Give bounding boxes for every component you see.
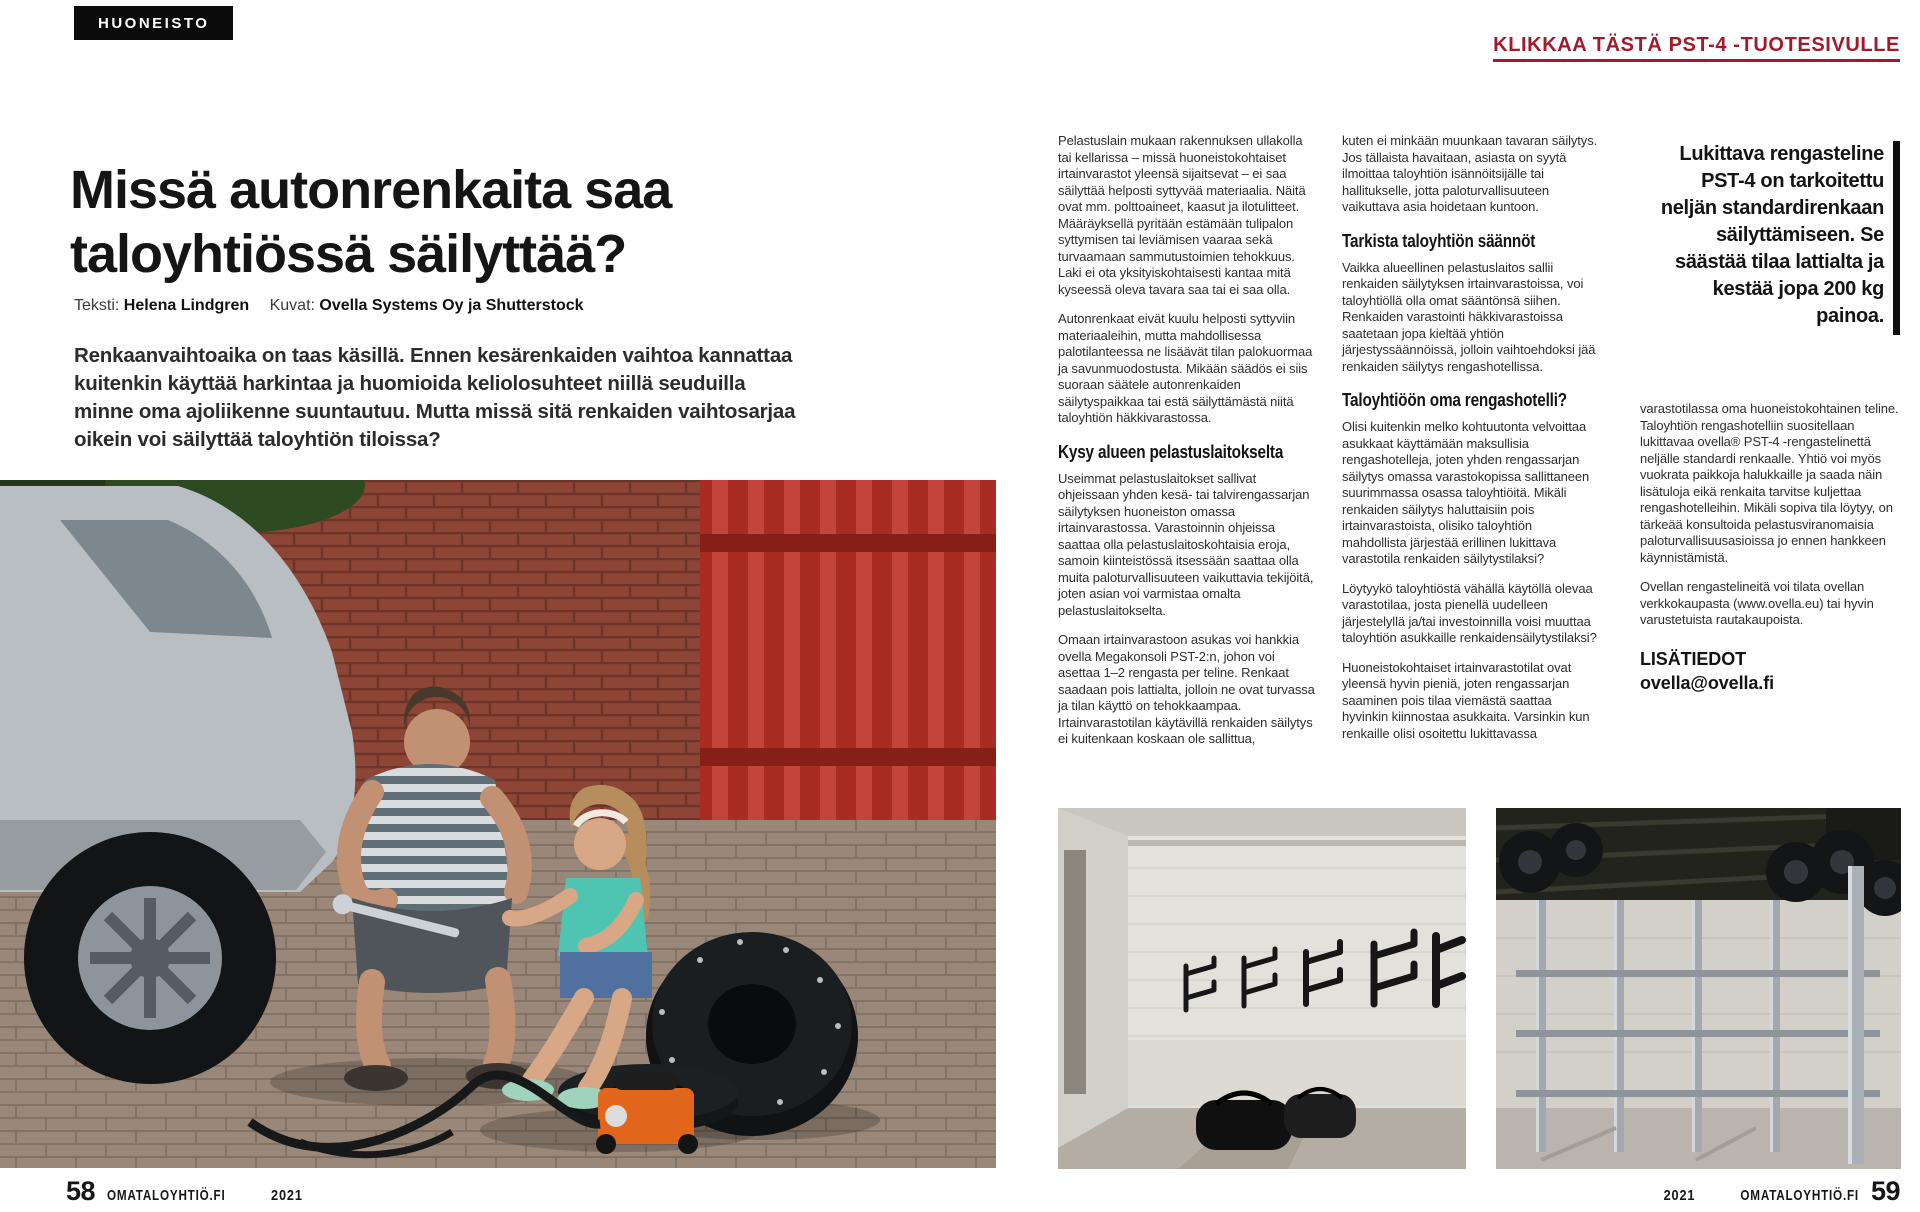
body-paragraph: Huoneistokohtaiset irtainvarastotilat ovat yleensä hyvin pieniä, joten rengassarjan saaminen pois tilaa viemästä saattaa hyvinkin kiinnostaa asukkaita. Varsinkin kun renkaille olisi osoitettu lukittavassa	[1342, 659, 1590, 741]
page-number: 58	[66, 1176, 96, 1206]
byline	[74, 297, 584, 315]
article-column-3-body	[1640, 401, 1900, 629]
byline-photographer: Ovella Systems Oy ja Shutterstock	[319, 297, 584, 314]
byline-teksti-label: Teksti:	[74, 297, 120, 314]
tire-rack-illustration	[1496, 808, 1901, 1169]
byline-kuvat-label: Kuvat:	[269, 297, 315, 314]
body-paragraph: Ovellan rengastelineitä voi tilata ovellan verkkokaupasta (www.ovella.eu) tai hyvin varustetuista rautakaupoista.	[1640, 579, 1874, 627]
footer-right	[1658, 1176, 1900, 1207]
magazine-brand: OMATALOYHTIÖ.FI	[1740, 1187, 1859, 1204]
magazine-brand: OMATALOYHTIÖ.FI	[107, 1187, 226, 1204]
pull-quote: Lukittava rengasteline PST-4 on tarkoitettu neljän standardirenkaan säilyttämiseen. Se säästää tilaa lattialta ja kestää jopa 200 kg painoa.	[1660, 143, 1884, 327]
section-heading: Tarkista taloyhtiön säännöt	[1342, 230, 1536, 251]
page-number: 59	[1870, 1176, 1900, 1206]
section-badge: HUONEISTO	[74, 6, 233, 40]
byline-author: Helena Lindgren	[123, 297, 250, 314]
pull-quote-bar	[1893, 141, 1900, 335]
body-paragraph: Autonrenkaat eivät kuulu helposti syttyviin materiaaleihin, mutta mahdollisessa palotilanteessa ne lisäävät tilan palokuormaa ja savunmuodostusta. Mikään säädös ei siis suoraan säätele autonrenkaiden säilytyspaikkaa tai estä säilyttämästä niitä taloyhtiön häkkivarastossa.	[1058, 311, 1313, 425]
body-paragraph: varastotilassa oma huoneistokohtainen teline. Taloyhtiön rengashotelliin suositellaan lukittavaa ovella® PST-4 -rengastelinettä neljälle standardi renkaalle. Yhtiö voi myös vuokrata paikkoja halukkaille ja saada näin lisätuloja eikä renkaita tarvitse kuljettaa rengashotelleihin. Mikäli sopiva tila löytyy, on tärkeää konsultoida pelastusviranomaisia paloturvallisuusasioissa jo ennen hankkeen käynnistämistä.	[1640, 401, 1899, 565]
footer-year: 2021	[270, 1187, 303, 1204]
body-paragraph: Omaan irtainvarastoon asukas voi hankkia ovella Megakonsoli PST-2:n, johon voi asettaa 1–2 rengasta per teline. Renkaat saadaan pois lattialta, jolloin ne ovat turvassa ja tilan käyttö on tehokkaampaa. Irtainvarastotilan käytävillä renkaiden säilytys ei kuitenkaan koskaan ole sallittua,	[1058, 632, 1315, 746]
main-photo	[0, 480, 996, 1168]
contact-label: LISÄTIEDOT	[1640, 648, 1746, 669]
footer-year: 2021	[1663, 1187, 1696, 1204]
body-paragraph: kuten ei minkään muunkaan tavaran säilytys. Jos tällaista havaitaan, asiasta on syytä ilmoittaa taloyhtiön isännöitsijälle tai hallitukselle, jotta paloturvallisuuteen vaikuttava asia hoidetaan kuntoon.	[1342, 133, 1598, 214]
body-paragraph: Vaikka alueellinen pelastuslaitos sallii renkaiden säilytyksen irtainvarastoissa, voi taloyhtiöllä olla omat sääntönsä siihen. Renkaiden varastointi häkkivarastoissa saatetaan jopa kieltää yhtiön järjestyssäännöissä, jolloin vaihtoehdoksi jää renkaiden säilytys rengashotellissa.	[1342, 259, 1596, 374]
body-paragraph: Pelastuslain mukaan rakennuksen ullakolla tai kellarissa – missä huoneistokohtaiset irtainvarastot yleensä sijaitsevat – ei saa säilyttää helposti syttyvää materiaalia. Näitä ovat mm. polttoaineet, kaasut ja ilotulitteet. Määräyksellä pyritään estämään tulipalon syttymisen tai leviämisen vaaraa sekä turvaamaan sammutustoimien tehokkuus. Laki ei ota yksityiskohtaisesti kantaa mitä kyseessä oleva tavara saa tai ei saa olla.	[1058, 133, 1306, 297]
body-paragraph: Useimmat pelastuslaitokset sallivat ohjeissaan yhden kesä- tai talvirengassarjan säilytyksen huoneiston omassa irtainvarastossa. Varastoinnin ohjeissa saattaa olla pelastuslaitoskohtaisia eroja, samoin kiinteistössä itsessään saattaa olla muita paloturvallisuuteen vaikuttavia tekijöitä, joten asian voi varmistaa omalta pelastuslaitokselta.	[1058, 470, 1314, 618]
storage-room-illustration	[1058, 808, 1466, 1169]
product-page-link[interactable]: KLIKKAA TÄSTÄ PST-4 -TUOTESIVULLE	[1493, 34, 1900, 62]
body-paragraph: Löytyykö taloyhtiöstä vähällä käytöllä olevaa varastotilaa, josta pienellä uudelleen järjestelyllä ja/tai investoinnilla voisi muuttaa taloyhtiön asukkaille renkaidensäilytystilaksi?	[1342, 580, 1597, 645]
section-heading: Taloyhtiöön oma rengashotelli?	[1342, 390, 1567, 410]
article-lead: Renkaanvaihtoaika on taas käsillä. Ennen kesärenkaiden vaihtoa kannattaa kuitenkin käyttää harkintaa ja huomioida keliolosuhteet niillä seuduilla minne oma ajoliikenne suuntautuu. Mutta missä sitä renkaiden vaihtosarjaa oikein voi säilyttää taloyhtiön tiloissa?	[74, 344, 796, 451]
article-headline: Missä autonrenkaita saa taloyhtiössä säilyttää?	[70, 160, 672, 285]
main-photo-illustration	[0, 480, 996, 1168]
section-heading: Kysy alueen pelastuslaitokselta	[1058, 441, 1284, 462]
article-column-2	[1342, 133, 1600, 755]
tire-rack-photo	[1496, 808, 1901, 1169]
article-column-3	[1640, 133, 1900, 695]
contact-email-link[interactable]: ovella@ovella.fi	[1640, 672, 1775, 693]
body-paragraph: Olisi kuitenkin melko kohtuutonta velvoittaa asukkaat käyttämään maksullisia rengashotelleja, joten yhden rengassarjan säilytys omassa varastokopissa sallittaneen suurimmassa osassa taloyhtiöitä. Mikäli renkaiden säilytys haluttaisiin pois irtainvarastoista, olisiko taloyhtiön mahdollista järjestää erillinen lukittava varastotila renkaiden säilytystilaksi?	[1342, 419, 1590, 566]
footer-left	[66, 1176, 308, 1207]
article-column-1	[1058, 133, 1316, 761]
storage-room-photo	[1058, 808, 1466, 1169]
